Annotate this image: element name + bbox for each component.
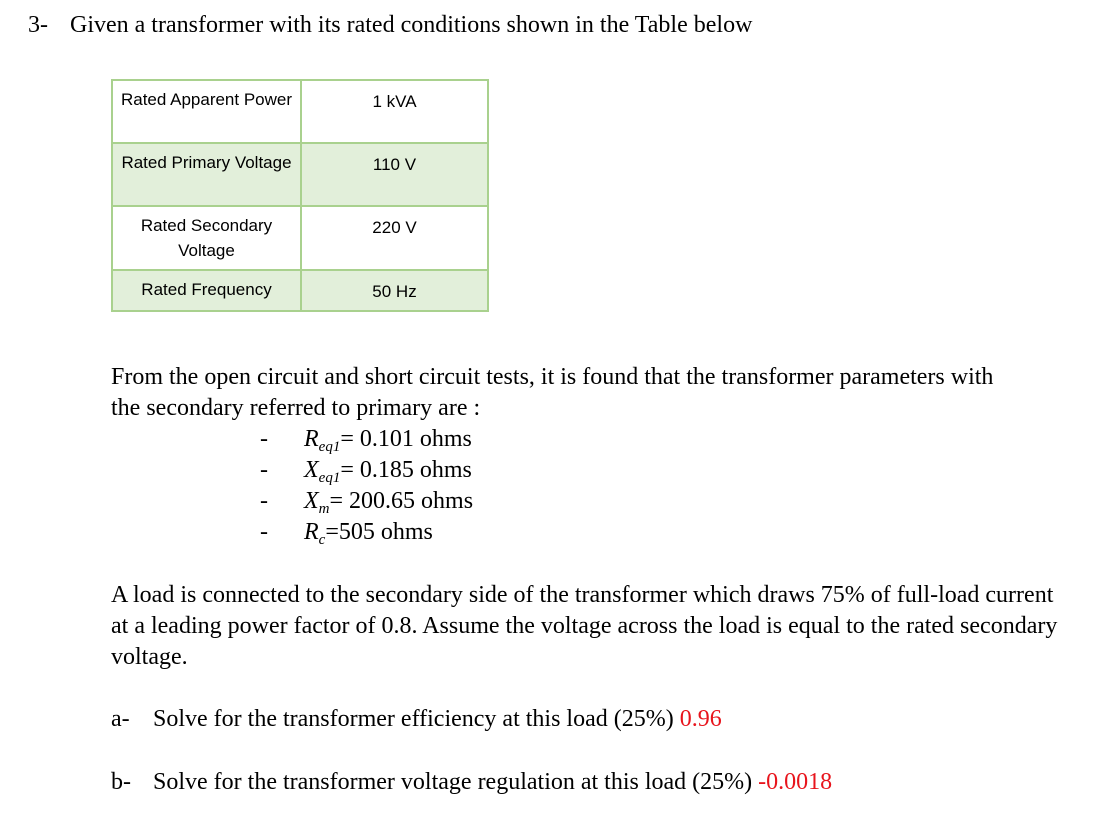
list-dash: - <box>260 519 268 545</box>
part-label: a- <box>111 706 130 732</box>
table-cell-value: 1 kVA <box>301 80 488 143</box>
table-cell-value: 50 Hz <box>301 270 488 311</box>
table-row <box>112 270 488 311</box>
answer-value: -0.0018 <box>758 769 833 795</box>
list-item <box>260 455 473 486</box>
parameter-value: = 0.185 ohms <box>340 457 472 483</box>
parameter-list <box>260 424 473 548</box>
list-dash: - <box>260 488 268 514</box>
part-text: Solve for the transformer efficiency at this load (25%) <box>153 706 674 732</box>
question-number: 3- <box>28 12 48 38</box>
table-row <box>112 143 488 206</box>
rated-conditions-table <box>111 79 489 312</box>
list-dash: - <box>260 426 268 452</box>
question-heading <box>28 12 752 39</box>
table-cell-label: Rated Secondary Voltage <box>112 206 301 270</box>
parameter-value: = 200.65 ohms <box>329 488 474 514</box>
question-text: Given a transformer with its rated conditions shown in the Table below <box>70 12 753 38</box>
table-cell-label: Rated Frequency <box>112 270 301 311</box>
list-item <box>260 517 473 548</box>
table-cell-label: Rated Primary Voltage <box>112 143 301 206</box>
test-results-paragraph: From the open circuit and short circuit tests, it is found that the transformer parameters with the secondary referred to primary are : <box>111 364 994 421</box>
parameter-symbol: $X_m$ <box>304 488 330 517</box>
parameter-symbol: $R_c$ <box>304 519 326 548</box>
table-cell-value: 220 V <box>301 206 488 270</box>
table-cell-value: 110 V <box>301 143 488 206</box>
table-cell-label: Rated Apparent Power <box>112 80 301 143</box>
table-row <box>112 206 488 270</box>
part-a <box>111 706 722 733</box>
parameter-value: =505 ohms <box>325 519 433 545</box>
list-dash: - <box>260 457 268 483</box>
list-item <box>260 424 473 455</box>
answer-value: 0.96 <box>679 706 722 732</box>
table-row <box>112 80 488 143</box>
load-description-paragraph: A load is connected to the secondary side of the transformer which draws 75% of full-load current at a leading power factor of 0.8. Assume the voltage across the load is equal to the rated secondary voltage. <box>111 582 1058 670</box>
list-item <box>260 486 473 517</box>
parameter-value: = 0.101 ohms <box>340 426 472 452</box>
part-label: b- <box>111 769 131 795</box>
parameter-symbol: $R_{eq1}$ <box>304 426 341 455</box>
part-text: Solve for the transformer voltage regulation at this load (25%) <box>153 769 753 795</box>
part-b <box>111 769 832 796</box>
parameter-symbol: $X_{eq1}$ <box>304 457 341 486</box>
